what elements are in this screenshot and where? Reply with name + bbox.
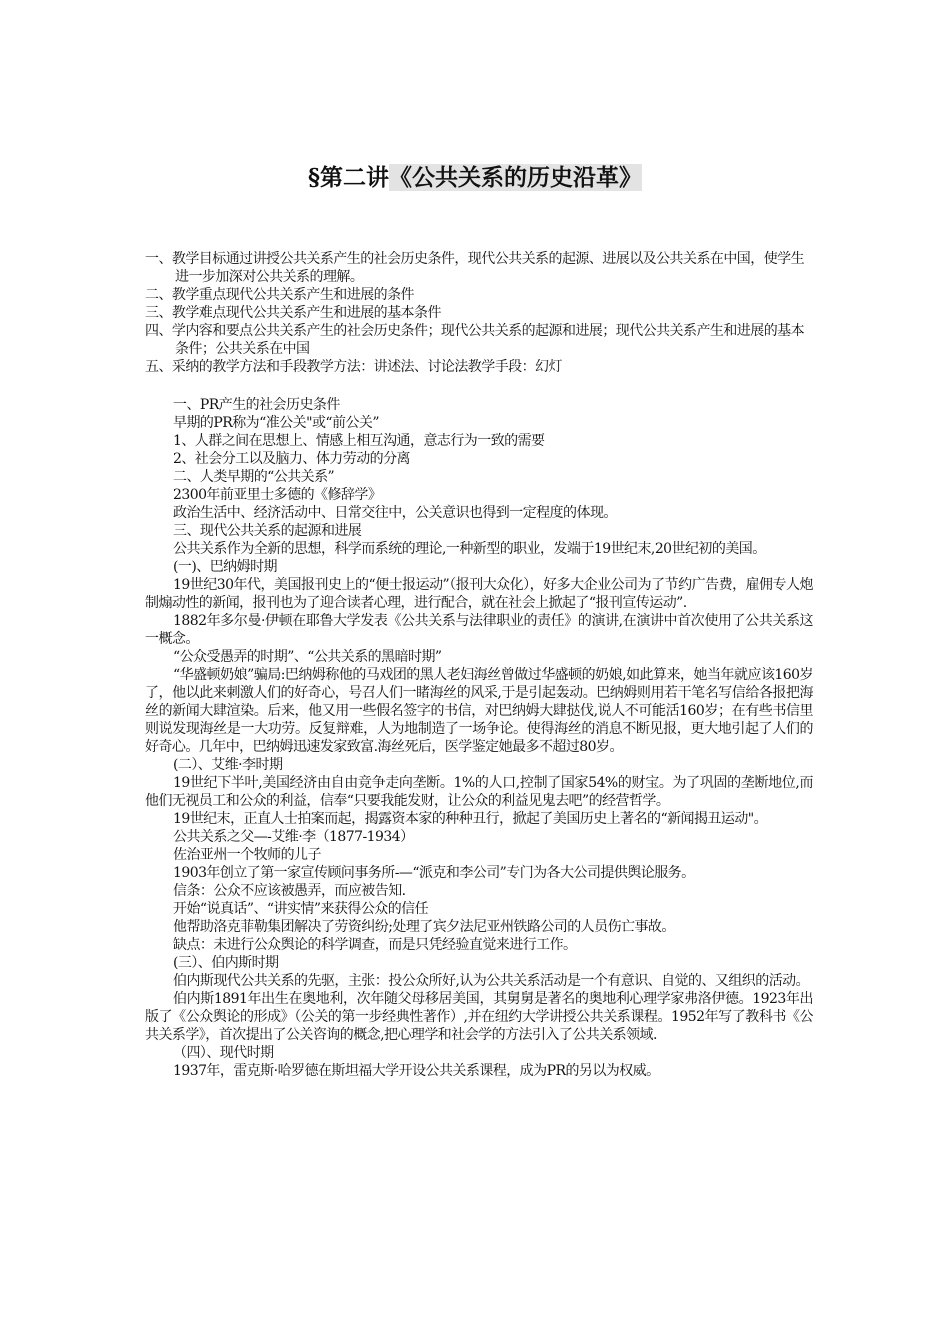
section-heading: 三、现代公共关系的起源和进展 <box>173 523 362 539</box>
outline-item: 二、教学重点现代公共关系产生和进展的条件 <box>145 287 414 303</box>
paragraph: 19世纪30年代，美国报刊史上的“便士报运动”（报刊大众化），好多大企业公司为了节约广告费，雇佣专人炮制煽动性的新闻，报刊也为了迎合读者心理，进行配合，就在社会上掀起了“报刊宣传运动”. <box>145 577 813 611</box>
subsection-heading: （四）、现代时期 <box>173 1045 274 1061</box>
paragraph: 1882年多尔曼·伊顿在耶鲁大学发表《公共关系与法律职业的责任》的演讲,在演讲中首次使用了公共关系这一概念。 <box>145 613 813 647</box>
outline-item: 三、教学难点现代公共关系产生和进展的基本条件 <box>145 305 441 321</box>
paragraph: “公众受愚弄的时期”、“公共关系的黑暗时期” <box>173 649 442 665</box>
subsection-heading: (三）、伯内斯时期 <box>173 955 279 971</box>
paragraph: 开始“说真话”、“讲实情”来获得公众的信任 <box>173 901 429 917</box>
paragraph: 伯内斯现代公共关系的先驱，主张：投公众所好,认为公共关系活动是一个有意识、自觉的、又组织的活动。 <box>173 973 810 989</box>
paragraph: 1、人群之间在思想上、情感上相互沟通，意志行为一致的需要 <box>173 433 545 449</box>
paragraph: 2300年前亚里士多德的《修辞学》 <box>173 487 382 503</box>
section-heading: 二、人类早期的“公共关系” <box>173 469 335 485</box>
paragraph: 19世纪下半叶,美国经济由自由竞争走向垄断。1%的人口,控制了国家54%的财宝。为了巩固的垄断地位,而他们无视员工和公众的利益，信奉“只要我能发财，让公众的利益见鬼去吧”的经营哲学。 <box>145 775 813 809</box>
paragraph: 早期的PR称为“准公关"或“前公关” <box>173 415 379 431</box>
paragraph: 信条：公众不应该被愚弄，而应被告知. <box>173 883 406 899</box>
paragraph: “华盛顿奶娘”骗局:巴纳姆称他的马戏团的黑人老妇海丝曾做过华盛顿的奶娘,如此算来，她当年就应该160岁了，他以此来刺激人们的好奇心，号召人们一睹海丝的风采,于是引起轰动。巴纳姆则用若干笔名写信给各报把海丝的新闻大肆渲染。后来，他又用一些假名签字的书信，对巴纳姆大肆挞伐,说人不可能活160岁；在有些书信里则说发现海丝是一大功劳。反复辩难，人为地制造了一场争论。使得海丝的消息不断见报，更大地引起了人们的好奇心。几年中，巴纳姆迅速发家致富.海丝死后，医学鉴定她最多不超过80岁。 <box>145 667 813 755</box>
paragraph: 伯内斯1891年出生在奥地利，次年随父母移居美国，其舅舅是著名的奥地利心理学家弗洛伊德。1923年出版了《公众舆论的形成》（公关的第一步经典性著作）,并在纽约大学讲授公共关系课程。1952年写了教科书《公共关系学》，首次提出了公关咨询的概念,把心理学和社会学的方法引入了公共关系领域. <box>145 991 813 1043</box>
page-title <box>0 160 950 196</box>
document-body <box>145 250 813 1080</box>
paragraph: 政治生活中、经济活动中、日常交往中，公关意识也得到一定程度的体现。 <box>173 505 617 521</box>
body-text <box>145 396 813 1080</box>
paragraph: 19世纪末，正直人士拍案而起，揭露资本家的种种丑行，掀起了美国历史上著名的“新闻揭丑运动"。 <box>173 811 768 827</box>
outline-list <box>145 250 813 376</box>
paragraph: 他帮助洛克菲勒集团解决了劳资纠纷;处理了宾夕法尼亚州铁路公司的人员伤亡事故。 <box>173 919 675 935</box>
paragraph: 缺点：未进行公众舆论的科学调查，而是只凭经验直觉来进行工作。 <box>173 937 577 953</box>
outline-item: 五、采纳的教学方法和手段教学方法：讲述法、讨论法教学手段：幻灯 <box>145 359 562 375</box>
spacer <box>145 376 813 396</box>
paragraph: 公共关系之父—-艾维·李（1877-1934） <box>173 829 414 845</box>
subsection-heading: (二）、艾维·李时期 <box>173 757 283 773</box>
paragraph: 公共关系作为全新的思想，科学而系统的理论,一种新型的职业，发端于19世纪末,20世纪初的美国。 <box>173 541 766 557</box>
paragraph: 1903年创立了第一家宣传顾问事务所-—“派克和李公司”专门为各大公司提供舆论服务。 <box>173 865 695 881</box>
title-prefix: §第二讲 <box>307 164 390 191</box>
section-heading: 一、PR产生的社会历史条件 <box>173 397 340 413</box>
outline-item: 一、教学目标通过讲授公共关系产生的社会历史条件，现代公共关系的起源、进展以及公共关系在中国，使学生进一步加深对公共关系的理解。 <box>145 251 805 285</box>
outline-item: 四、学内容和要点公共关系产生的社会历史条件；现代公共关系的起源和进展；现代公共关系产生和进展的基本条件；公共关系在中国 <box>145 323 805 357</box>
paragraph: 2、社会分工以及脑力、体力劳动的分离 <box>173 451 411 467</box>
paragraph: 1937年，雷克斯·哈罗德在斯坦福大学开设公共关系课程，成为PR的另以为权威。 <box>173 1063 660 1079</box>
title-highlighted: 《公共关系的历史沿革》 <box>389 164 643 191</box>
subsection-heading: (一)、巴纳姆时期 <box>173 559 277 575</box>
paragraph: 佐治亚州一个牧师的儿子 <box>173 847 321 863</box>
